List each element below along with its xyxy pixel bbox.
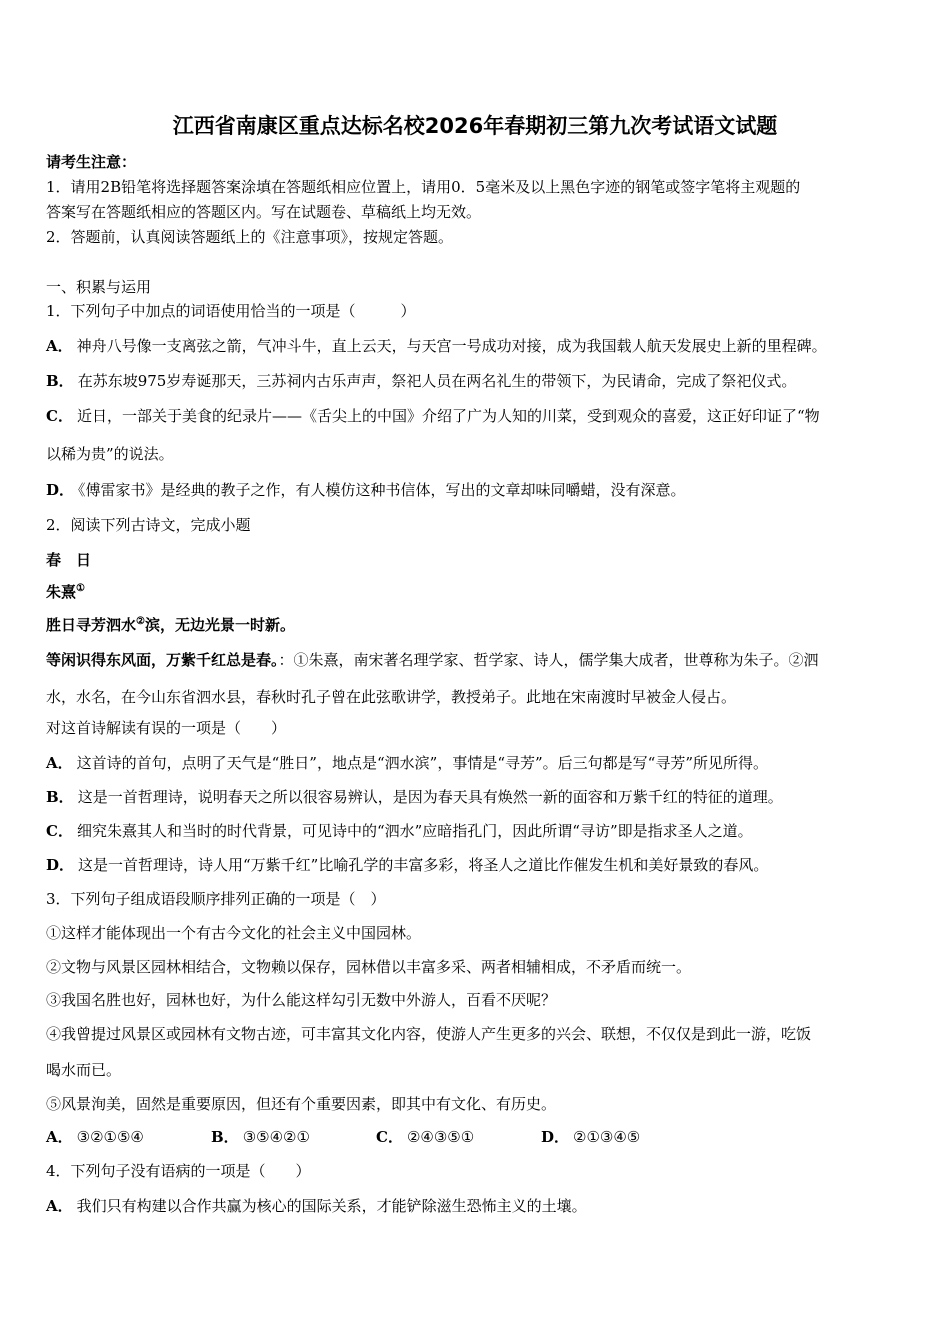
q1-stem: 1．下列句子中加点的词语使用恰当的一项是（ ） bbox=[46, 302, 416, 320]
option-text: ③⑤④②① bbox=[242, 1128, 310, 1146]
q3-sentence-4-cont: 喝水而已。 bbox=[46, 1061, 122, 1079]
option-text: ③②①⑤④ bbox=[76, 1128, 144, 1146]
q3-sentence-5: ⑤风景洵美，固然是重要原因，但还有个重要因素，即其中有文化、有历史。 bbox=[46, 1095, 557, 1113]
notice-item1-line2: 答案写在答题纸相应的答题区内。写在试题卷、草稿纸上均无效。 bbox=[46, 203, 482, 221]
option-text: ②④③⑤① bbox=[406, 1128, 475, 1146]
option-label: C． bbox=[46, 822, 73, 840]
q2-option-c bbox=[46, 819, 908, 843]
option-label: B． bbox=[46, 788, 74, 806]
q3-option-a[interactable] bbox=[46, 1125, 211, 1149]
option-text: 这首诗的首句，点明了天气是“胜日”，地点是“泗水滨”，事情是“寻芳”。后三句都是写“寻芳”所见所得。 bbox=[76, 754, 768, 772]
q1-option-d bbox=[46, 478, 908, 502]
q3-sentence-1: ①这样才能体现出一个有古今文化的社会主义中国园林。 bbox=[46, 924, 422, 942]
q1-option-c bbox=[46, 404, 908, 428]
option-text: 我们只有构建以合作共赢为核心的国际关系，才能铲除滋生恐怖主义的土壤。 bbox=[76, 1197, 587, 1215]
poem-line2 bbox=[46, 648, 908, 672]
option-label: B． bbox=[211, 1128, 239, 1146]
poem-title: 春 日 bbox=[46, 551, 92, 569]
option-text: 近日，一部关于美食的纪录片——《舌尖上的中国》介绍了广为人知的川菜，受到观众的喜爱，这正好印证了“物 bbox=[76, 407, 820, 425]
q2-question: 对这首诗解读有误的一项是（ ） bbox=[46, 719, 287, 737]
option-label: D． bbox=[46, 481, 75, 499]
q3-sentence-3: ③我国名胜也好，园林也好，为什么能这样勾引无数中外游人，百看不厌呢？ bbox=[46, 991, 557, 1009]
option-label: B． bbox=[46, 372, 74, 390]
notice-item2: 2．答题前，认真阅读答题纸上的《注意事项》，按规定答题。 bbox=[46, 228, 454, 246]
q2-option-b bbox=[46, 785, 908, 809]
option-text: 《傅雷家书》是经典的教子之作，有人模仿这种书信体，写出的文章却味同嚼蜡，没有深意。 bbox=[78, 481, 686, 499]
q2-option-d bbox=[46, 853, 908, 877]
q3-stem: 3．下列句子组成语段顺序排列正确的一项是（ ） bbox=[46, 890, 386, 908]
option-text: ②①③④⑤ bbox=[573, 1128, 641, 1146]
q3-option-c[interactable] bbox=[376, 1125, 541, 1149]
q4-stem: 4．下列句子没有语病的一项是（ ） bbox=[46, 1162, 311, 1180]
option-label: D． bbox=[541, 1128, 570, 1146]
option-text: 神舟八号像一支离弦之箭，气冲斗牛，直上云天，与天宫一号成功对接，成为我国载人航天发展史上新的里程碑。 bbox=[76, 337, 827, 355]
poem-text: 滨，无边光景一时新。 bbox=[144, 616, 295, 634]
option-label: A． bbox=[46, 337, 73, 355]
option-label: C． bbox=[46, 407, 73, 425]
q3-option-d[interactable] bbox=[541, 1125, 706, 1149]
option-label: C． bbox=[376, 1128, 403, 1146]
option-text: 在苏东坡975岁寿诞那天，三苏祠内古乐声声，祭祀人员在两名礼生的带领下，为民请命，完成了祭祀仪式。 bbox=[77, 372, 797, 390]
option-text: 细究朱熹其人和当时的时代背景，可见诗中的“泗水”应暗指孔门，因此所谓“寻访”即是指求圣人之道。 bbox=[76, 822, 753, 840]
q3-sentence-2: ②文物与风景区园林相结合，文物赖以保存，园林借以丰富多采、两者相辅相成，不矛盾而统一。 bbox=[46, 958, 692, 976]
q3-options bbox=[46, 1125, 908, 1149]
author-name: 朱熹 bbox=[46, 583, 77, 601]
q3-sentence-4: ④我曾提过风景区或园林有文物古迹，可丰富其文化内容，使游人产生更多的兴会、联想，不仅仅是到此一游，吃饭 bbox=[46, 1025, 812, 1043]
poem-line1 bbox=[46, 613, 908, 637]
option-text: 这是一首哲理诗，说明春天之所以很容易辨认，是因为春天具有焕然一新的面容和万紫千红的特征的道理。 bbox=[77, 788, 783, 806]
q3-option-b[interactable] bbox=[211, 1125, 376, 1149]
q2-stem: 2．阅读下列古诗文，完成小题 bbox=[46, 516, 251, 534]
notice-item1-line1: 1．请用2B铅笔将选择题答案涂填在答题纸相应位置上，请用0．5毫米及以上黑色字迹的钢笔或签字笔将主观题的 bbox=[46, 178, 801, 196]
q4-option-a bbox=[46, 1194, 908, 1218]
section-heading: 一、积累与运用 bbox=[46, 278, 152, 296]
option-label: D． bbox=[46, 856, 75, 874]
poem-notes: ：①朱熹，南宋著名理学家、哲学家、诗人，儒学集大成者，世尊称为朱子。②泗 bbox=[278, 651, 819, 669]
option-label: A． bbox=[46, 754, 73, 772]
poem-text: 等闲识得东风面，万紫千红总是春。 bbox=[46, 651, 279, 669]
footnote-mark: ① bbox=[76, 583, 85, 594]
poem-author bbox=[46, 580, 908, 604]
option-label: A． bbox=[46, 1197, 73, 1215]
option-text: 这是一首哲理诗，诗人用“万紫千红”比喻孔学的丰富多彩，将圣人之道比作催发生机和美好景致的春风。 bbox=[78, 856, 769, 874]
q1-option-b bbox=[46, 369, 908, 393]
q1-option-c-cont: 以稀为贵”的说法。 bbox=[46, 445, 174, 463]
footnote-mark: ② bbox=[136, 616, 145, 627]
option-label: A． bbox=[46, 1128, 73, 1146]
poem-notes-cont: 水，水名，在今山东省泗水县，春秋时孔子曾在此弦歌讲学，教授弟子。此地在宋南渡时早被金人侵占。 bbox=[46, 688, 737, 706]
q1-option-a bbox=[46, 334, 908, 358]
notice-heading: 请考生注意： bbox=[46, 153, 137, 171]
page-title: 江西省南康区重点达标名校2026年春期初三第九次考试语文试题 bbox=[172, 114, 778, 138]
q2-option-a bbox=[46, 751, 908, 775]
poem-text: 胜日寻芳泗水 bbox=[46, 616, 137, 634]
